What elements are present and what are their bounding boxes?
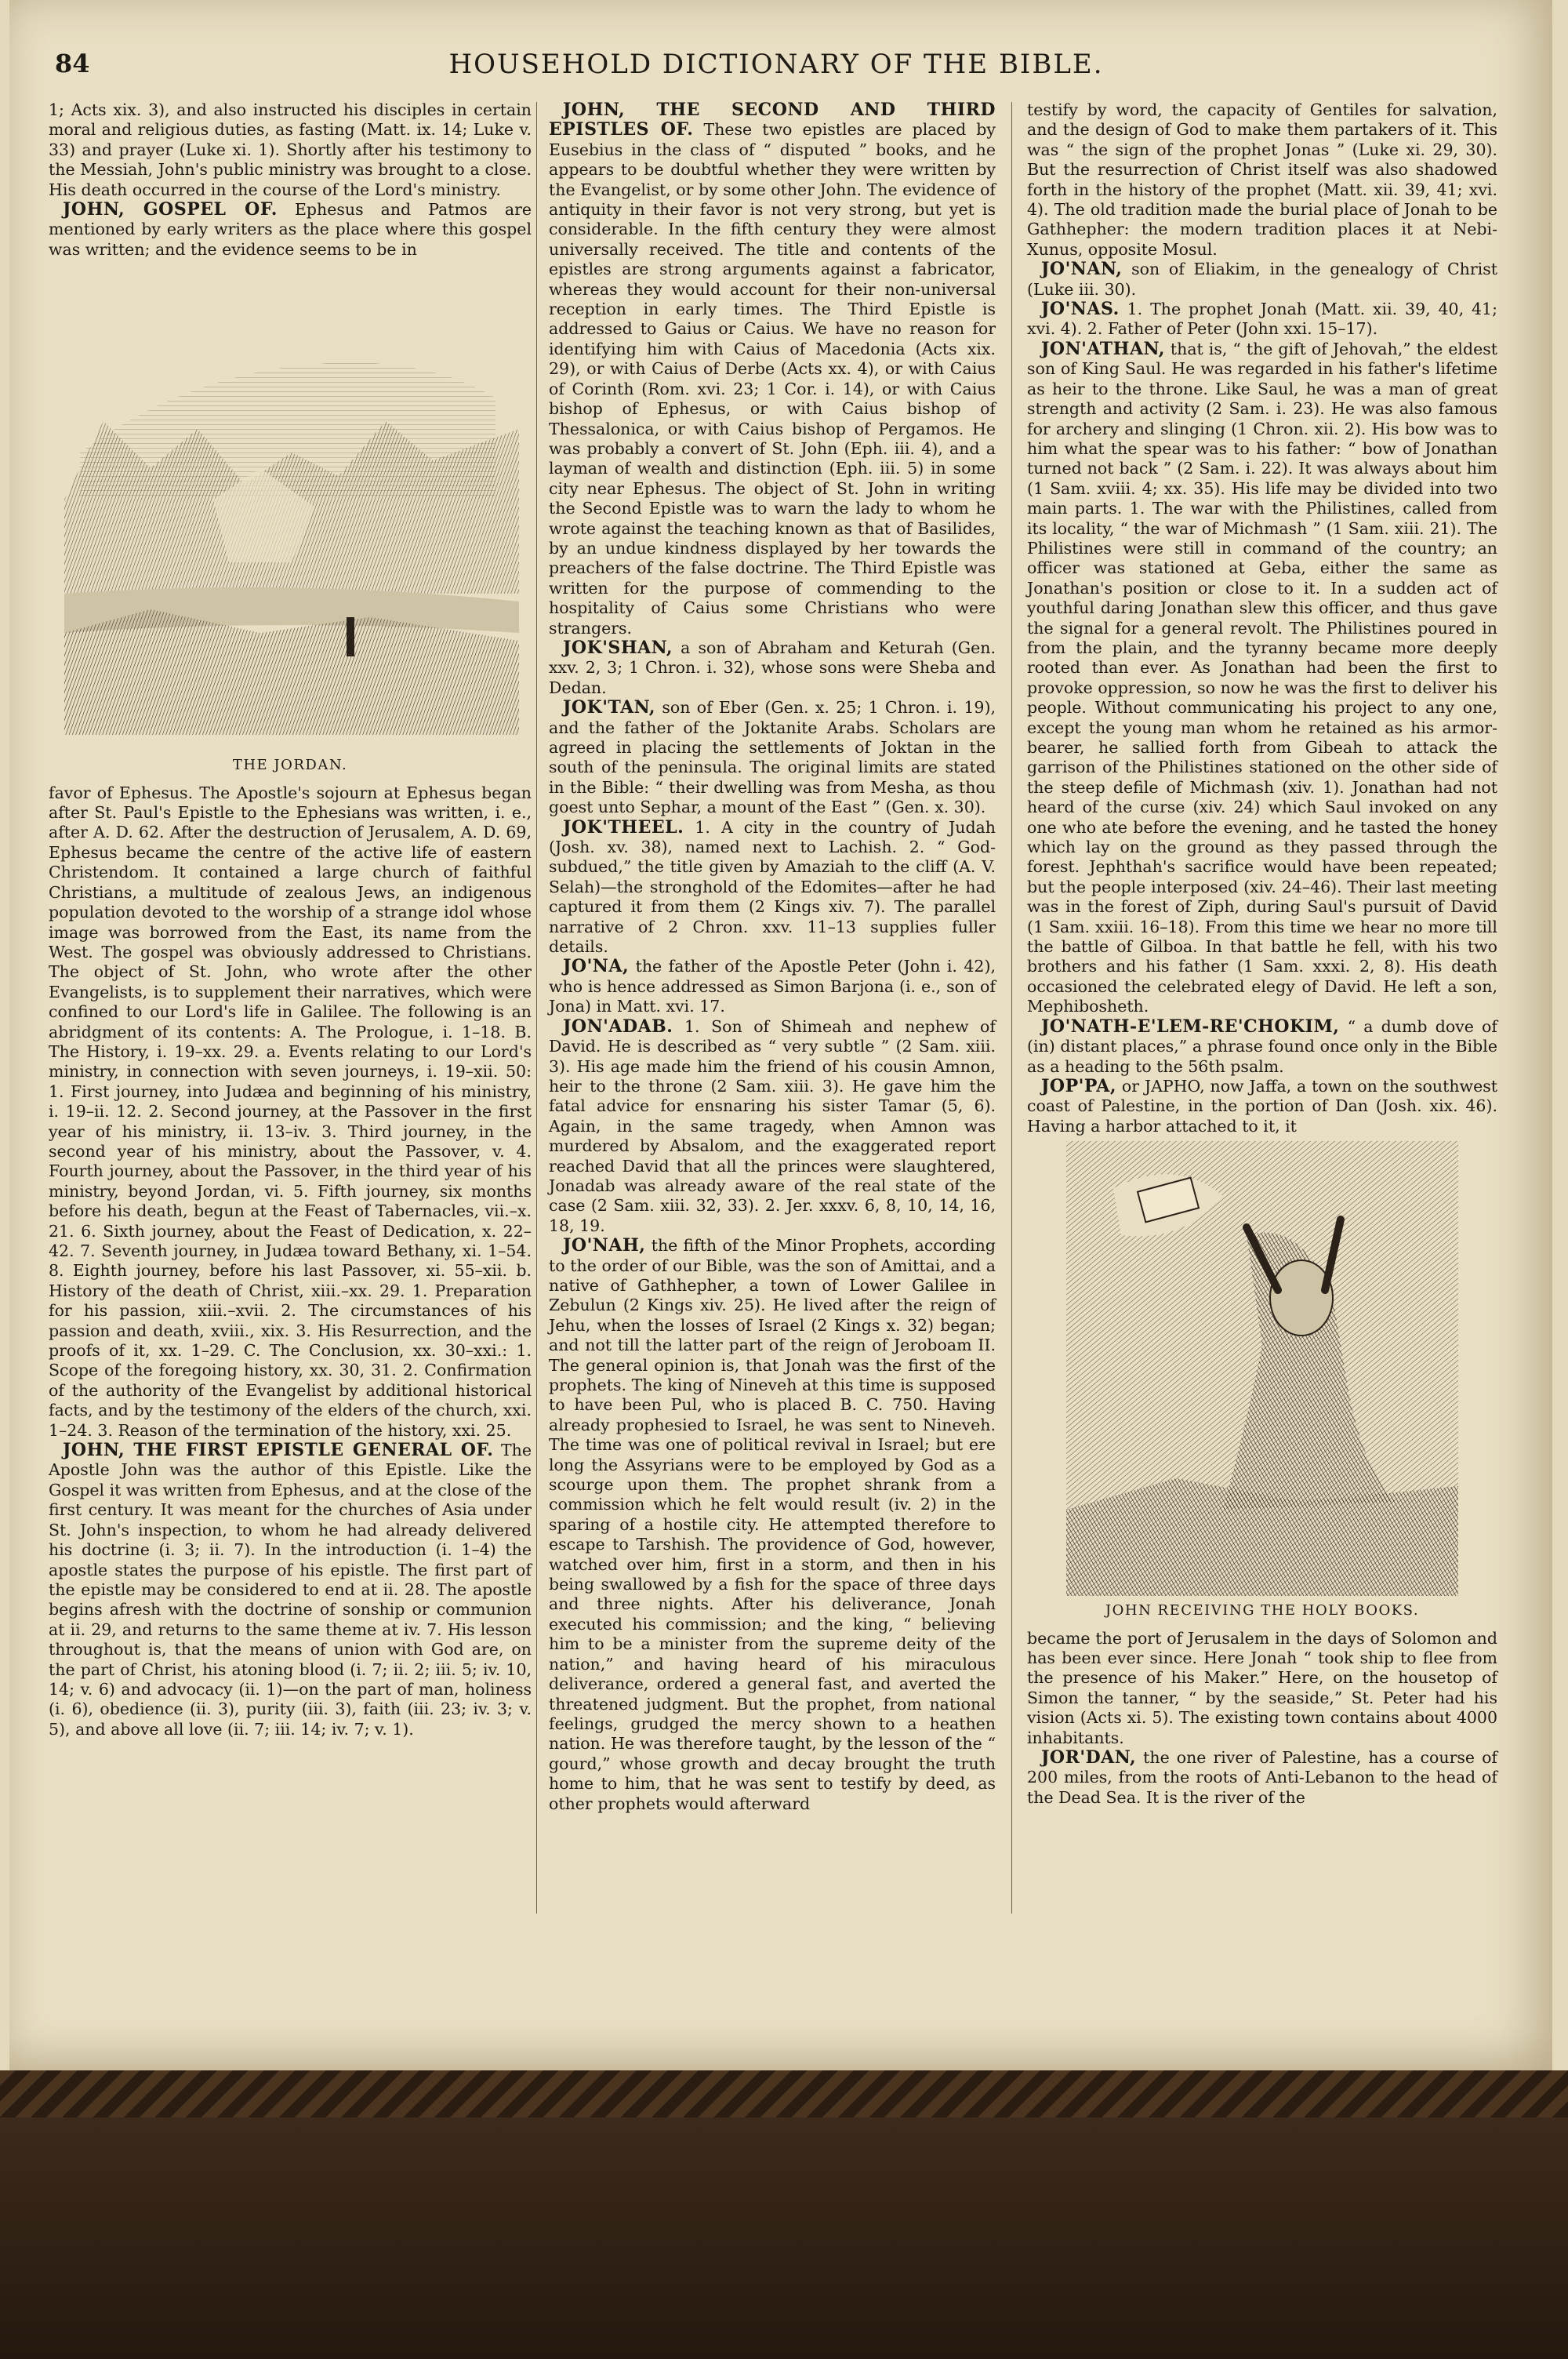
entry-joktan — [549, 698, 996, 817]
figure-caption: THE JORDAN. — [232, 757, 348, 774]
headword: JOK'TAN, — [563, 697, 656, 718]
entry-text: “ a dumb dove of (in) distant places,” a phrase found once only in the Bible as a heading to the 56th psalm. — [1027, 1016, 1497, 1076]
entry-gospel — [49, 200, 532, 260]
decorative-border — [0, 2070, 1568, 2117]
entry-jokshan — [549, 638, 996, 698]
entry-jonadab — [549, 1017, 996, 1236]
entry-text: The Apostle John was the author of this Epistle. Like the Gospel it was written from Ephesus, and at the close of the first century. It was meant for the churches of Asia under St. John's inspection, to whom he had already delivered his doctrine (i. 3; ii. 7). In the introduction (i. 1–4) the apostle states the purpose of his epistle. The first part of the epistle may be considered to end at ii. 28. The apostle begins afresh with the doctrine of sonship or communion at ii. 29, and returns to the same theme at iv. 7. His lesson throughout is, that the means of union with God are, on the part of Christ, his atoning blood (i. 7; ii. 2; iii. 5; iv. 10, 14; v. 6) and advocacy (ii. 1)—on the part of man, holiness (i. 6), obedience (ii. 3), purity (iii. 3), faith (iii. 23; iv. 3; v. 5), and above all love (ii. 7; iii. 14; iv. 7; v. 1). — [49, 1441, 532, 1739]
entry-second-third-epistles — [549, 100, 996, 638]
entry-text: 1. Son of Shimeah and nephew of David. He is described as “ very subtle ” (2 Sam. xiii. 3). His age made him the friend of his cousin Amnon, heir to the throne (2 Sam. xiii. 3). He gave him the fatal advice for ensnaring his sister Tamar (5, 6). Again, in the same tragedy, when Amnon was murdered by Absalom, and the exaggerated report reached David that all the princes were slaughtered, Jonadab was already aware of the real state of the case (2 Sam. xiii. 32, 33). 2. Jer. xxxv. 6, 8, 10, 14, 16, 18, 19. — [549, 1016, 996, 1235]
figure-caption: JOHN RECEIVING THE HOLY BOOKS. — [1105, 1602, 1420, 1619]
entry-text: that is, “ the gift of Jehovah,” the eldest son of King Saul. He was regarded in his father's lifetime as heir to the throne. Like Saul, he was a man of great strength and activity (2 Sam. i. 23). He was also famous for archery and slinging (1 Chron. xii. 2). His bow was to him what the spear was to his father: “ bow of Jonathan turned not back ” (2 Sam. i. 22). It was always about him (1 Sam. xviii. 4; xx. 35). His life may be divided into two main parts. 1. The war with the Philistines, called from its locality, “ the war of Michmash ” (1 Sam. xiii. 21). The Philistines were still in command of the country; an officer was stationed at Geba, either the same as Jonathan's position or close to it. In a sudden act of youthful daring Jonathan slew this officer, and thus gave the signal for a general revolt. The Philistines poured in from the plain, and the tyranny became more deeply rooted than ever. As Jonathan had been the first to provoke oppression, so now he was the first to deliver his people. Without communicating his project to any one, except the young man whom he retained as his armor-bearer, he sallied forth from Gibeah to attack the garrison of the Philistines stationed on the other side of the steep defile of Michmash (xiv. 1). Jonathan had not heard of the curse (xiv. 24) which Saul invoked on any one who ate before the evening, and he tasted the honey which lay on the ground as they passed through the forest. Jephthah's sacrifice would have been repeated; but the people interposed (xiv. 24–46). Their last meeting was in the forest of Ziph, during Saul's pursuit of David (1 Sam. xxiii. 16–18). From this time we hear no more till the battle of Gilboa. In that battle he fell, with his two brothers and his father (1 Sam. xxxi. 2, 8). His death occasioned the celebrated elegy of David. He left a son, Mephibosheth. — [1027, 339, 1497, 1016]
headword: JON'ATHAN, — [1041, 338, 1165, 359]
headword: JO'NAH, — [563, 1235, 646, 1256]
entry-jordan — [1027, 1748, 1497, 1808]
entry-text: the one river of Palestine, has a course of 200 miles, from the roots of Anti-Lebanon to the head of the Dead Sea. It is the river of the — [1027, 1747, 1497, 1807]
entry-joppa — [1027, 1077, 1497, 1136]
column-2 — [549, 100, 996, 1814]
entry-text: 1. A city in the country of Judah (Josh. xv. 38), named next to Lachish. 2. “ God-subdued,” the title given by Amaziah to the cliff (A. V. Selah)—the stronghold of the Edomites—after he had captured it from them (2 Kings xiv. 7). The parallel narrative of 2 Chron. xxv. 11–13 supplies fuller details. — [549, 817, 996, 957]
entry-text: favor of Ephesus. The Apostle's sojourn at Ephesus began after St. Paul's Epistle to the Ephesians was written, i. e., after A. D. 62. After the destruction of Jerusalem, A. D. 69, Ephesus became the centre of the active life of eastern Christendom. It contained a large church of faithful Christians, a multitude of zealous Jews, an indigenous population devoted to the worship of a strange idol whose image was borrowed from the East, its name from the West. The gospel was obviously addressed to Christians. The object of St. John, who wrote after the other Evangelists, is to supplement their narratives, which were confined to our Lord's life in Galilee. The following is an abridgment of its contents: A. The Prologue, i. 1–18. B. The History, i. 19–xx. 29. a. Events relating to our Lord's ministry, in connection with seven journeys, i. 19–xii. 50: 1. First journey, into Judæa and beginning of his ministry, i. 19–ii. 12. 2. Second journey, at the Passover in the first year of his ministry, ii. 13–iv. 3. Third journey, in the second year of his ministry, about the Passover, v. 4. Fourth journey, about the Passover, in the third year of his ministry, beyond Jordan, vi. 5. Fifth journey, six months before his death, begun at the Feast of Tabernacles, vii.–x. 21. 6. Sixth journey, about the Feast of Dedication, x. 22–42. 7. Seventh journey, in Judæa toward Bethany, xi. 1–54. 8. Eighth journey, before his last Passover, xi. 55–xii. b. History of the death of Christ, xiii.–xx. 29. 1. Preparation for his passion, xiii.–xvii. 2. The circumstances of his passion and death, xviii., xix. 3. His Resurrection, and the proofs of it, xx. 1–29. C. The Conclusion, xx. 30–xxi.: 1. Scope of the foregoing history, xx. 30, 31. 2. Confirmation of the authority of the Evangelist by additional historical facts, and by the testimony of the elders of the church, xxi. 1–24. 3. Reason of the termination of the history, xxi. 25. — [49, 783, 532, 1440]
entry-text: 1. The prophet Jonah (Matt. xii. 39, 40, 41; xvi. 4). 2. Father of Peter (John xxi. 15–17). — [1027, 300, 1497, 339]
entry-text: a son of Abraham and Keturah (Gen. xxv. 2, 3; 1 Chron. i. 32), whose sons were Sheba and Dedan. — [549, 638, 996, 697]
headword: JON'ADAB. — [563, 1016, 673, 1037]
headword: JOK'SHAN, — [563, 637, 673, 658]
headword: JOP'PA, — [1041, 1075, 1117, 1096]
page-number: 84 — [55, 49, 90, 78]
column-divider — [536, 102, 537, 1914]
entry-jonath-elem-rechokim — [1027, 1017, 1497, 1077]
headword: JO'NAN, — [1041, 259, 1123, 280]
entry-jonathan — [1027, 340, 1497, 1017]
john-engraving-image — [1066, 1141, 1458, 1596]
entry-text: 1; Acts xix. 3), and also instructed his disciples in certain moral and religious duties, as fasting (Matt. ix. 14; Luke v. 33) and prayer (Luke xi. 1). Shortly after his testimony to the Messiah, John's public ministry was brought to a close. His death occurred in the course of the Lord's ministry. — [49, 100, 532, 199]
entry-jonah — [549, 1236, 996, 1814]
entry-text: the father of the Apostle Peter (John i. 42), who is hence addressed as Simon Barjona (i. e., son of Jona) in Matt. xvi. 17. — [549, 957, 996, 1016]
running-title: HOUSEHOLD DICTIONARY OF THE BIBLE. — [448, 49, 1104, 80]
page-header — [55, 49, 1497, 88]
headword: JO'NA, — [563, 956, 630, 977]
headword: JOHN, THE SECOND AND THIRD EPISTLES OF. — [549, 100, 996, 140]
headword: JO'NAS. — [1041, 299, 1120, 320]
jordan-illustration — [56, 264, 524, 775]
entry-text: These two epistles are placed by Eusebius in the class of “ disputed ” books, and he appears to be doubtful whether they were written by the Evangelist, or by some other John. The evidence of antiquity in their favor is not very strong, but yet is considerable. In the fifth century they were almost universally received. The title and contents of the epistles are strong arguments against a fabricator, whereas they would account for their non-universal reception in early times. The Third Epistle is addressed to Gaius or Caius. We have no reason for identifying him with Caius of Macedonia (Acts xix. 29), or with Caius of Derbe (Acts xx. 4), or with Caius of Corinth (Rom. xvi. 23; 1 Cor. i. 14), or with Caius bishop of Ephesus, or with Caius bishop of Thessalonica, or with Caius bishop of Pergamos. He was probably a convert of St. John (Eph. iii. 4), and a layman of wealth and distinction (Eph. iii. 5) in some city near Ephesus. The object of St. John in writing the Second Epistle was to warn the lady to whom he wrote against the teaching known as that of Basilides, by an undue kindness displayed by her towards the preachers of the false doctrine. The Third Epistle was written for the purpose of commending to the hospitality of Caius some Christians who were strangers. — [549, 120, 996, 638]
entry-text: testify by word, the capacity of Gentiles for salvation, and the design of God to make them partakers of it. This was “ the sign of the prophet Jonas ” (Luke xi. 29, 30). But the resurrection of Christ itself was also shadowed forth in the history of the prophet (Matt. xii. 39, 41; xvi. 4). The old tradition made the burial place of Jonah to be Gathhepher: the modern tradition places it at Nebi-Xunus, opposite Mosul. — [1027, 100, 1497, 259]
column-divider — [1011, 102, 1012, 1914]
entry-text: became the port of Jerusalem in the days of Solomon and has been ever since. Here Jonah “ took ship to flee from the presence of his Maker.” Here, on the housetop of Simon the tanner, “ by the seaside,” St. Peter had his vision (Acts xi. 5). The existing town contains about 4000 inhabitants. — [1027, 1628, 1497, 1747]
headword: JO'NATH-E'LEM-RE'CHOKIM, — [1041, 1016, 1340, 1037]
entry-first-epistle — [49, 1441, 532, 1739]
column-3 — [1027, 100, 1497, 1808]
entry-text: son of Eliakim, in the genealogy of Christ (Luke iii. 30). — [1027, 260, 1497, 299]
entry-joktheel — [549, 818, 996, 958]
entry-text: the fifth of the Minor Prophets, according to the order of our Bible, was the son of Amittai, and a native of Gathhepher, a town of Lower Galilee in Zebulun (2 Kings xiv. 25). He lived after the reign of Jehu, when the losses of Israel (2 Kings x. 32) began; and not till the latter part of the reign of Jeroboam II. The general opinion is, that Jonah was the first of the prophets. The king of Nineveh at this time is supposed to have been Pul, who is placed B. C. 750. Having already prophesied to Israel, he was sent to Nineveh. The time was one of political revival in Israel; but ere long the Assyrians were to be employed by God as a scourge upon them. The prophet shrank from a commission which he felt would result (iv. 2) in the sparing of a hostile city. He attempted therefore to escape to Tarshish. The providence of God, however, watched over him, first in a storm, and then in his being swallowed by a fish for the space of three days and three nights. After his deliverance, Jonah executed his commission; and the king, “ believing him to be a minister from the supreme deity of the nation,” and having heard of his miraculous deliverance, ordered a general fast, and averted the threatened judgment. But the prophet, from national feelings, grudged the mercy shown to a heathen nation. He was therefore taught, by the lesson of the “ gourd,” whose growth and decay brought the truth home to him, that he was sent to testify by deed, as other prophets would afterward — [549, 1236, 996, 1813]
headword: JOHN, THE FIRST EPISTLE GENERAL OF. — [63, 1440, 494, 1461]
entry-jonas — [1027, 300, 1497, 340]
john-illustration — [1066, 1141, 1458, 1620]
column-1 — [49, 100, 532, 1739]
entry-text: son of Eber (Gen. x. 25; 1 Chron. i. 19), and the father of the Joktanite Arabs. Scholars are agreed in placing the settlements of Joktan in the south of the peninsula. The original limits are stated in the Bible: “ their dwelling was from Mesha, as thou goest unto Sephar, a mount of the East ” (Gen. x. 30). — [549, 698, 996, 817]
background-surface — [0, 2117, 1568, 2359]
entry-jona — [549, 957, 996, 1016]
headword: JOHN, GOSPEL OF. — [63, 199, 278, 220]
headword: JOK'THEEL. — [563, 816, 684, 838]
jordan-engraving-image — [56, 264, 524, 751]
entry-text: Ephesus and Patmos are mentioned by early writers as the place where this gospel was written; and the evidence seems to be in — [49, 200, 532, 259]
entry-text: or JAPHO, now Jaffa, a town on the southwest coast of Palestine, in the portion of Dan (Josh. xix. 46). Having a harbor attached to it, it — [1027, 1076, 1497, 1136]
headword: JOR'DAN, — [1041, 1747, 1137, 1768]
entry-jonan — [1027, 260, 1497, 300]
